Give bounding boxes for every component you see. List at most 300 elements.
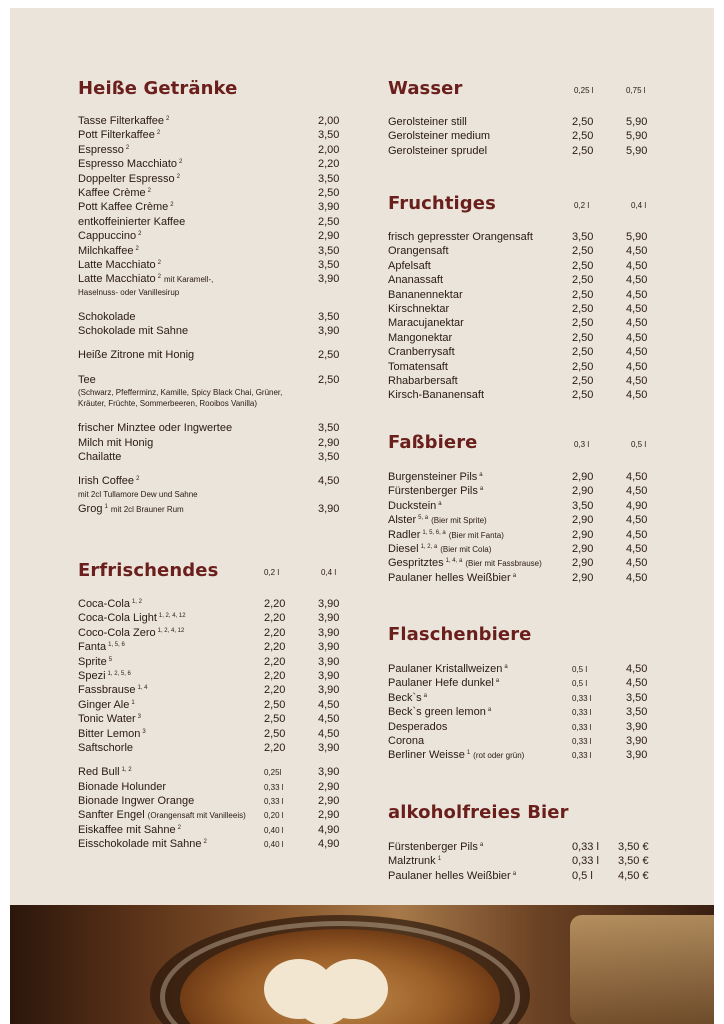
section-header	[388, 624, 650, 650]
section-bottled-beer	[388, 624, 650, 763]
item-size: 0,5 l	[572, 869, 593, 882]
menu-item	[388, 854, 650, 868]
item-name	[78, 626, 184, 640]
item-label: Mangonektar	[388, 331, 453, 344]
section-header	[78, 78, 340, 104]
item-label: Grog	[78, 502, 103, 515]
item-price-small: 2,20	[264, 612, 286, 625]
item-price: 2,90	[318, 795, 340, 808]
item-price: 2,50	[318, 373, 340, 386]
menu-item	[388, 331, 650, 345]
item-label: Milchkaffee	[78, 244, 134, 257]
size-label-large: 0,5 l	[631, 440, 647, 449]
item-label: Beck`s	[388, 691, 422, 704]
item-label: Duckstein	[388, 499, 437, 512]
item-price-small: 2,50	[572, 116, 594, 128]
item-label: Gerolsteiner still	[388, 116, 467, 128]
item-price-small: 2,50	[264, 713, 286, 726]
item-label: Coca-Cola Light	[78, 612, 157, 625]
item-name	[388, 259, 431, 273]
background-cup	[570, 915, 714, 1024]
allergen-note: 3	[137, 714, 142, 721]
section-non-alcoholic-beer	[388, 802, 650, 883]
item-name	[388, 748, 524, 763]
item-price-large: 4,50	[626, 317, 648, 330]
allergen-note: 2	[179, 159, 183, 166]
item-price-small: 2,50	[572, 302, 594, 315]
menu-item	[388, 840, 650, 854]
item-name	[78, 823, 181, 837]
item-price-large: 4,50	[318, 713, 340, 726]
item-name	[78, 727, 146, 741]
allergen-note: a	[512, 870, 517, 877]
item-name	[78, 837, 207, 851]
item-name	[78, 200, 174, 214]
non-alcoholic-beer-list	[388, 840, 650, 883]
item-label: Radler	[388, 528, 421, 541]
spacer	[78, 464, 340, 474]
section-title: Heiße Getränke	[78, 78, 238, 99]
item-name	[388, 854, 441, 868]
item-price-large: 4,50	[626, 302, 648, 315]
item-name	[78, 128, 160, 142]
item-name	[78, 324, 188, 338]
item-label: Sanfter Engel	[78, 809, 145, 822]
item-label: Coca-Cola	[78, 598, 130, 610]
item-price-small: 2,50	[572, 389, 594, 402]
menu-item	[78, 373, 340, 387]
item-detail: mit 2cl Brauner Rum	[110, 504, 184, 514]
item-price: 2,00	[318, 115, 340, 127]
allergen-note: 2	[125, 144, 130, 151]
item-name	[388, 374, 458, 388]
item-price: 2,50	[318, 349, 340, 362]
menu-item	[78, 712, 340, 726]
item-label: Kirschnektar	[388, 302, 450, 315]
item-name	[388, 470, 483, 484]
item-price-large: 4,50	[626, 374, 648, 387]
item-price-large: 3,90	[318, 626, 340, 639]
item-price-large: 4,50	[626, 471, 648, 483]
menu-item	[388, 316, 650, 330]
item-price: 3,50	[318, 129, 340, 142]
spacer	[78, 338, 340, 348]
item-label: Berliner Weisse	[388, 749, 465, 762]
item-label: Tee	[78, 373, 96, 386]
menu-item	[78, 765, 340, 779]
item-detail: (Bier mit Cola)	[440, 544, 492, 554]
allergen-note: 1	[104, 503, 108, 510]
allergen-note: 2	[203, 839, 207, 846]
allergen-note: 1, 2	[131, 599, 142, 605]
item-price-large: 4,50	[626, 331, 648, 344]
item-price-small: 2,50	[572, 144, 594, 157]
item-price-small: 2,50	[572, 331, 594, 344]
item-size: 0,33 l	[264, 782, 284, 792]
item-price-large: 3,90	[318, 669, 340, 682]
item-label: Gespritztes	[388, 557, 444, 570]
item-label: Coco-Cola Zero	[78, 626, 156, 639]
item-name	[388, 734, 424, 748]
item-name	[78, 502, 184, 517]
allergen-note: a	[438, 500, 442, 507]
item-note: Haselnuss- oder Vanillesirup	[78, 287, 180, 297]
allergen-note: 1, 2, 5, 6	[107, 670, 131, 677]
item-label: Malztrunk	[388, 855, 436, 868]
allergen-note: 5, a	[418, 515, 429, 522]
menu-item	[78, 794, 340, 808]
allergen-note: a	[487, 707, 492, 714]
item-label: Bionade Ingwer Orange	[78, 795, 195, 808]
item-name	[78, 698, 135, 712]
item-label: Rhabarbersaft	[388, 374, 458, 387]
section-header	[388, 802, 650, 828]
menu-item	[78, 611, 340, 625]
allergen-note: a	[479, 472, 483, 478]
item-size: 0,33 l	[572, 841, 599, 853]
menu-item	[388, 542, 650, 556]
refreshments-list	[78, 597, 340, 755]
item-price-small: 2,50	[572, 317, 594, 330]
item-price-large: 4,50	[318, 727, 340, 740]
menu-item	[78, 421, 340, 435]
item-price-small: 2,50	[572, 288, 594, 301]
allergen-note: 1, 4, a	[445, 558, 463, 565]
item-size: 0,40 l	[264, 825, 284, 835]
allergen-note: 2	[170, 202, 174, 209]
fruity-list	[388, 230, 650, 403]
item-price-large: 5,90	[626, 144, 648, 157]
item-label: Bitter Lemon	[78, 727, 141, 740]
item-label: Spezi	[78, 669, 106, 682]
item-label: Cranberrysaft	[388, 346, 455, 359]
item-price: 4,50	[318, 475, 340, 488]
section-title: Flaschenbiere	[388, 624, 532, 645]
item-price-large: 4,90	[626, 499, 648, 512]
item-price-small: 2,90	[572, 471, 594, 483]
bottled-beer-list	[388, 662, 650, 763]
item-price: 3,90	[318, 273, 340, 286]
item-price-large: 3,90	[318, 684, 340, 697]
menu-item	[78, 837, 340, 851]
menu-item	[78, 229, 340, 243]
item-name	[388, 556, 542, 571]
item-name	[388, 484, 483, 498]
item-name	[388, 691, 427, 705]
item-label: Eiskaffee mit Sahne	[78, 823, 176, 836]
allergen-note: a	[423, 692, 427, 699]
spacer	[78, 363, 340, 373]
item-price: 3,90	[318, 325, 340, 338]
item-name	[388, 244, 449, 258]
item-price-small: 2,20	[264, 598, 286, 610]
allergen-note: 2	[147, 187, 152, 194]
item-size: 0,33 l	[572, 736, 592, 746]
menu-item	[78, 727, 340, 741]
item-name	[78, 172, 180, 186]
item-label: Alster	[388, 514, 417, 527]
menu-item	[388, 388, 650, 402]
item-price: 2,90	[318, 809, 340, 822]
allergen-note: 3	[142, 728, 146, 735]
item-name	[78, 229, 141, 243]
item-name	[78, 765, 132, 779]
item-price: 2,50	[318, 186, 340, 199]
item-price: 3,90	[318, 201, 340, 214]
menu-item	[78, 157, 340, 171]
item-price-large: 4,50	[626, 288, 648, 301]
menu-item	[388, 705, 650, 719]
allergen-note: 2	[135, 245, 139, 252]
item-label: Desperados	[388, 720, 448, 733]
item-price-small: 2,20	[264, 626, 286, 639]
menu-item	[388, 484, 650, 498]
item-price: 3,50	[318, 451, 340, 464]
menu-item	[388, 691, 650, 705]
item-price-large: 5,90	[626, 116, 648, 128]
item-name	[388, 528, 504, 543]
item-name	[78, 683, 148, 697]
item-price-large: 4,50	[626, 259, 648, 272]
item-name	[388, 499, 442, 513]
section-header	[388, 78, 650, 104]
item-price-small: 2,50	[572, 360, 594, 373]
item-name	[78, 669, 131, 683]
menu-item	[78, 172, 340, 186]
section-title: Erfrischendes	[78, 560, 219, 581]
item-name	[78, 794, 194, 808]
allergen-note: 2	[138, 231, 142, 238]
item-size: 0,5 l	[572, 665, 588, 674]
item-name	[78, 348, 194, 362]
item-label: Cappuccino	[78, 230, 137, 243]
allergen-note: 2	[177, 824, 181, 831]
item-price-small: 2,50	[572, 245, 594, 258]
item-price: 3,90	[626, 720, 648, 733]
item-price: 3,50 €	[618, 841, 649, 853]
menu-item	[388, 374, 650, 388]
item-name	[78, 712, 141, 726]
allergen-note: 1, 2, 4, 12	[157, 627, 185, 634]
item-price: 2,20	[318, 158, 340, 171]
item-name	[388, 840, 483, 854]
item-price: 3,90	[626, 734, 648, 747]
item-label: Apfelsaft	[388, 259, 431, 272]
item-name	[388, 129, 490, 143]
item-size: 0,40 l	[264, 840, 284, 850]
item-name	[78, 157, 182, 171]
item-price-large: 4,50	[626, 360, 648, 373]
item-label: Kaffee Crème	[78, 186, 146, 199]
item-price-small: 2,50	[572, 130, 594, 143]
allergen-note: 1, 2	[121, 767, 132, 774]
item-price-large: 4,50	[626, 274, 648, 287]
item-label: Paulaner Hefe dunkel	[388, 677, 494, 690]
item-price: 3,50	[318, 310, 340, 323]
section-header	[388, 193, 650, 219]
menu-item	[388, 360, 650, 374]
menu-item	[78, 669, 340, 683]
item-label: Tonic Water	[78, 713, 136, 726]
item-price: 4,50	[626, 663, 648, 675]
menu-item	[78, 780, 340, 794]
item-label: Schokolade mit Sahne	[78, 325, 189, 338]
latte-heart-icon	[256, 951, 406, 1024]
menu-item	[388, 129, 650, 143]
item-price: 3,50 €	[618, 855, 649, 868]
item-label: Orangensaft	[388, 245, 449, 258]
item-price-large: 4,50	[626, 571, 648, 584]
item-detail: mit Karamell-,	[164, 275, 214, 285]
menu-item	[78, 143, 340, 157]
item-label: frischer Minztee oder Ingwertee	[78, 422, 233, 435]
item-price: 2,90	[318, 230, 340, 243]
item-label: Doppelter Espresso	[78, 172, 175, 185]
item-name	[388, 115, 467, 129]
item-label: Beck`s green lemon	[388, 706, 486, 719]
item-label: Burgensteiner Pils	[388, 471, 478, 483]
item-label: Paulaner Kristallweizen	[388, 663, 503, 675]
item-price-large: 4,50	[626, 346, 648, 359]
menu-item	[388, 676, 650, 690]
item-label: Irish Coffee	[78, 475, 135, 488]
hot-drinks-list	[78, 114, 340, 516]
menu-item	[388, 662, 650, 676]
item-name	[388, 331, 452, 345]
allergen-note: 2	[156, 130, 161, 137]
menu-item	[78, 436, 340, 450]
item-price: 3,90	[318, 502, 340, 515]
item-label: Ananassaft	[388, 274, 444, 287]
menu-item	[388, 345, 650, 359]
item-price-small: 2,50	[264, 727, 286, 740]
item-label: Fürstenberger Pils	[388, 485, 478, 498]
section-fruity	[388, 193, 650, 403]
item-label: Paulaner helles Weißbier	[388, 571, 511, 584]
menu-item	[78, 310, 340, 324]
item-label: Tasse Filterkaffee	[78, 115, 165, 127]
item-label: Gerolsteiner medium	[388, 130, 491, 143]
item-price-large: 4,50	[626, 245, 648, 258]
item-name	[78, 186, 151, 200]
specials-list	[78, 765, 340, 851]
menu-item	[78, 808, 340, 822]
item-price-small: 2,50	[572, 274, 594, 287]
item-label: Eisschokolade mit Sahne	[78, 838, 202, 851]
section-hot-drinks	[78, 78, 340, 516]
menu-item	[78, 128, 340, 142]
spacer	[78, 411, 340, 421]
item-name	[78, 114, 169, 128]
item-detail: (Bier mit Sprite)	[431, 516, 487, 526]
item-name	[78, 808, 246, 823]
item-price-small: 2,50	[264, 698, 286, 711]
item-name	[78, 244, 139, 258]
item-name	[388, 513, 487, 528]
menu-item	[388, 571, 650, 585]
item-price: 3,50	[318, 172, 340, 185]
item-price: 4,90	[318, 838, 340, 851]
menu-item	[388, 259, 650, 273]
item-price-large: 4,50	[626, 485, 648, 498]
allergen-note: 5	[108, 656, 113, 663]
item-name	[78, 143, 129, 157]
menu-item	[388, 115, 650, 129]
item-label: Fanta	[78, 641, 107, 654]
item-name	[388, 360, 448, 374]
item-label: Diesel	[388, 542, 419, 555]
menu-item	[78, 244, 340, 258]
item-price-small: 2,90	[572, 557, 594, 570]
item-label: Espresso Macchiato	[78, 158, 178, 171]
size-label-small: 0,2 l	[264, 568, 280, 577]
item-name	[78, 450, 121, 464]
allergen-note: 1, 5, 6, a	[422, 529, 446, 536]
allergen-note: a	[504, 664, 508, 670]
item-name	[388, 869, 516, 883]
item-label: Gerolsteiner sprudel	[388, 144, 488, 157]
item-price: 2,00	[318, 143, 340, 156]
allergen-note: 2	[157, 274, 161, 281]
item-label: Red Bull	[78, 766, 120, 779]
item-label: Milch mit Honig	[78, 436, 154, 449]
item-size: 0,33 l	[572, 708, 592, 718]
menu-item	[78, 597, 340, 611]
item-name	[388, 705, 491, 719]
item-price-large: 4,50	[626, 514, 648, 527]
menu-item	[78, 698, 340, 712]
item-label: Corona	[388, 734, 425, 747]
item-name	[388, 273, 443, 287]
menu-item	[78, 626, 340, 640]
item-label: Bionade Holunder	[78, 780, 167, 793]
item-price: 2,90	[318, 436, 340, 449]
item-price-large: 5,90	[626, 231, 648, 243]
item-detail: (Bier mit Fassbrause)	[465, 559, 542, 569]
item-price-large: 4,50	[318, 698, 340, 711]
item-label: Pott Filterkaffee	[78, 129, 155, 142]
menu-item	[388, 273, 650, 287]
item-detail: (Orangensaft mit Vanilleeis)	[147, 811, 246, 821]
item-name	[78, 272, 213, 287]
item-name	[388, 230, 533, 244]
item-label: Saftschorle	[78, 741, 134, 754]
menu-item	[388, 144, 650, 158]
section-header	[78, 560, 340, 586]
item-price: 3,50	[318, 244, 340, 257]
menu-item	[388, 513, 650, 527]
item-label: Pott Kaffee Crème	[78, 201, 169, 214]
item-label: Chailatte	[78, 451, 122, 464]
allergen-note: 1	[437, 856, 442, 863]
item-name	[78, 611, 186, 625]
item-size: 0,33 l	[572, 751, 592, 761]
item-name	[78, 655, 112, 669]
item-label: Bananennektar	[388, 288, 463, 301]
allergen-note: a	[479, 842, 484, 848]
menu-item	[78, 474, 340, 488]
item-price-small: 2,20	[264, 655, 286, 668]
item-name	[78, 597, 142, 611]
menu-item	[78, 114, 340, 128]
item-price-small: 2,90	[572, 571, 594, 584]
item-price: 3,50	[626, 691, 648, 704]
item-price-large: 3,90	[318, 598, 340, 610]
item-name	[78, 310, 136, 324]
menu-item	[388, 869, 650, 883]
menu-item	[388, 734, 650, 748]
menu-item	[78, 324, 340, 338]
